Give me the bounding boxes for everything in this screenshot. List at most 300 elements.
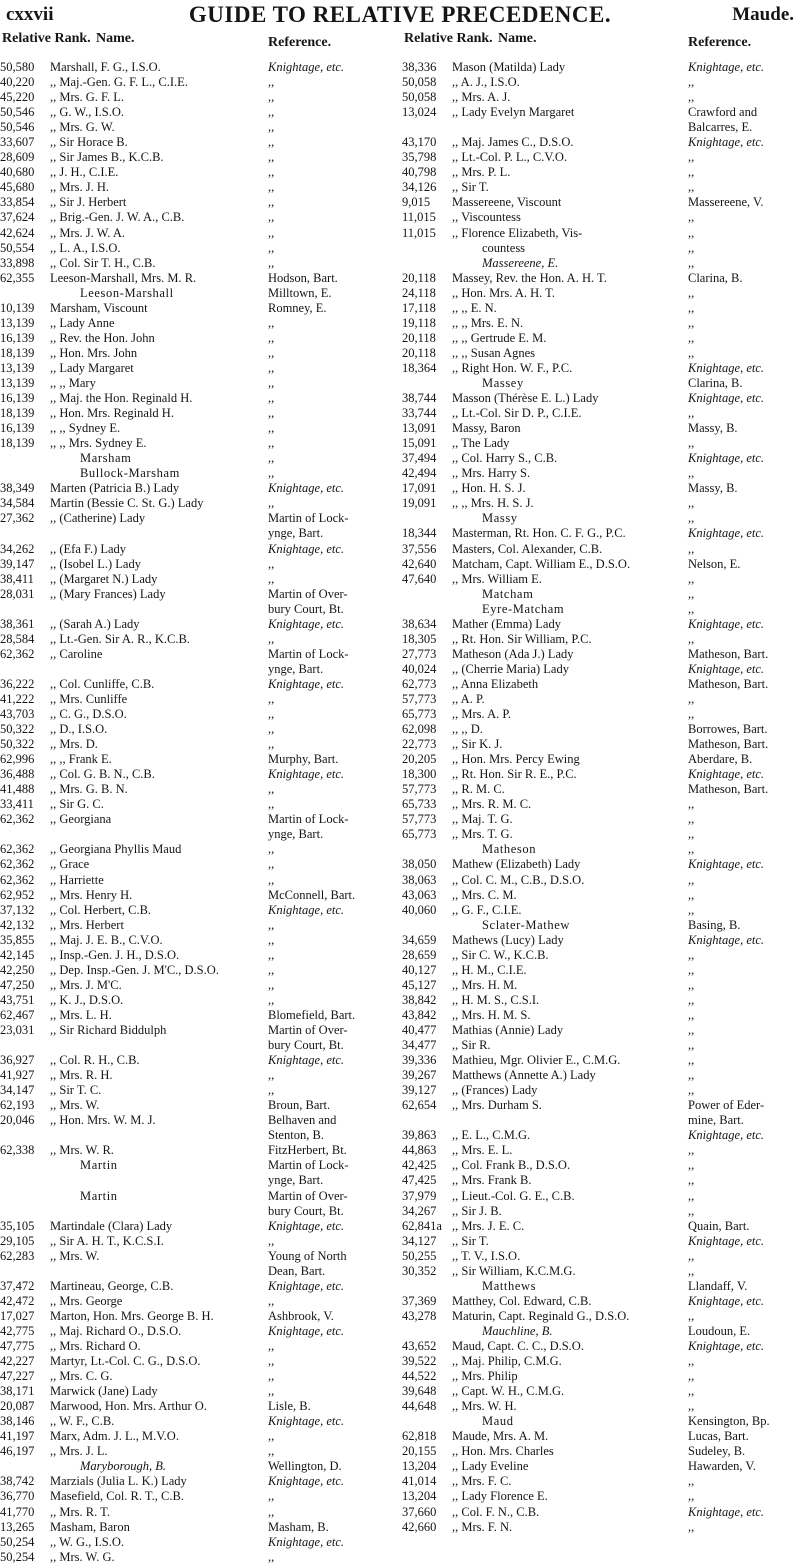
relative-rank: 43,063 <box>402 887 437 902</box>
entry-row <box>402 1143 800 1158</box>
relative-rank: 13,265 <box>0 1519 35 1534</box>
reference: Masham, B. <box>268 1519 329 1534</box>
relative-rank: 41,222 <box>0 691 35 706</box>
relative-rank: 45,680 <box>0 180 35 195</box>
entry-row <box>0 842 392 857</box>
entry-row <box>402 933 800 948</box>
reference: ,, <box>688 947 695 962</box>
reference: Matheson, Bart. <box>688 646 769 661</box>
relative-rank: 34,584 <box>0 496 35 511</box>
relative-rank: 17,091 <box>402 481 437 496</box>
relative-rank: 13,024 <box>402 105 437 120</box>
relative-rank: 43,842 <box>402 1007 437 1022</box>
relative-rank: 18,344 <box>402 526 437 541</box>
entry-name: ,, Mrs. A. P. <box>452 707 512 722</box>
entry-name: Martyr, Lt.-Col. C. G., D.S.O. <box>50 1354 201 1369</box>
entry-name: ,, K. J., D.S.O. <box>50 992 124 1007</box>
reference: Martin of Over- <box>268 586 348 601</box>
entry-name: ,, Lt.-Col. P. L., C.V.O. <box>452 150 568 165</box>
entry-name: Marsham <box>80 451 132 466</box>
entry-name: ,, ,, E. N. <box>452 300 497 315</box>
entry-name: ,, Sir J. Herbert <box>50 195 127 210</box>
relative-rank: 65,773 <box>402 827 437 842</box>
reference: Knightage, etc. <box>688 451 765 466</box>
entry-row <box>0 903 392 918</box>
entry-row <box>402 1023 800 1038</box>
reference: ,, <box>688 406 695 421</box>
reference: ,, <box>268 1549 275 1564</box>
entry-row <box>402 1264 800 1279</box>
entry-name: ,, (Cherrie Maria) Lady <box>452 661 569 676</box>
reference: ,, <box>268 917 275 932</box>
entry-name: ,, Mrs. J. H. <box>50 180 110 195</box>
entry-row <box>402 90 800 105</box>
reference: Murphy, Bart. <box>268 752 339 767</box>
reference: ,, <box>688 1143 695 1158</box>
entry-row <box>0 180 392 195</box>
entry-row <box>0 1038 392 1053</box>
reference: ,, <box>688 225 695 240</box>
relative-rank: 20,205 <box>402 752 437 767</box>
reference: ,, <box>268 1369 275 1384</box>
relative-rank: 42,494 <box>402 466 437 481</box>
reference: ,, <box>688 1083 695 1098</box>
entry-row <box>402 1459 800 1474</box>
entry-name: Massy <box>482 511 518 526</box>
entry-row <box>0 1008 392 1023</box>
entry-row <box>0 1113 392 1128</box>
reference: ,, <box>688 601 695 616</box>
entry-name: Eyre-Matcham <box>482 601 565 616</box>
relative-rank: 37,472 <box>0 1278 35 1293</box>
entry-row <box>402 1444 800 1459</box>
relative-rank: 33,854 <box>0 195 35 210</box>
entry-name: ,, Capt. W. H., C.M.G. <box>452 1384 565 1399</box>
entry-row <box>402 376 800 391</box>
reference: bury Court, Bt. <box>268 1203 344 1218</box>
entry-row <box>0 1309 392 1324</box>
entry-name: ,, Mrs. L. H. <box>50 1007 112 1022</box>
entry-row <box>0 60 392 75</box>
entry-name: ,, Mrs. F. N. <box>452 1519 513 1534</box>
reference: ,, <box>268 722 275 737</box>
reference: ,, <box>688 180 695 195</box>
page-number: cxxvii <box>6 4 54 25</box>
entry-row <box>402 1234 800 1249</box>
relative-rank: 43,170 <box>402 135 437 150</box>
relative-rank: 13,139 <box>0 375 35 390</box>
reference: bury Court, Bt. <box>268 1038 344 1053</box>
entry-name: Bullock-Marsham <box>80 466 180 481</box>
reference: ,, <box>688 466 695 481</box>
reference: ,, <box>268 1384 275 1399</box>
reference: Martin of Lock- <box>268 812 349 827</box>
entry-name: Matheson <box>482 842 537 857</box>
relative-rank: 34,127 <box>402 1233 437 1248</box>
reference: ,, <box>688 872 695 887</box>
reference: ,, <box>688 586 695 601</box>
entry-row <box>402 752 800 767</box>
reference: ,, <box>688 902 695 917</box>
relative-rank: 34,267 <box>402 1203 437 1218</box>
entry-name: Massereene, E. <box>482 255 559 270</box>
entry-name: ,, Hon. H. S. J. <box>452 481 526 496</box>
entry-row <box>0 1429 392 1444</box>
relative-rank: 50,546 <box>0 120 35 135</box>
entry-row <box>402 1083 800 1098</box>
relative-rank: 44,648 <box>402 1399 437 1414</box>
entry-name: ,, Maj. Richard O., D.S.O. <box>50 1323 182 1338</box>
relative-rank: 28,031 <box>0 586 35 601</box>
relative-rank: 20,118 <box>402 330 436 345</box>
reference: ,, <box>688 812 695 827</box>
entry-name: Martin (Bessie C. St. G.) Lady <box>50 496 204 511</box>
entry-row <box>402 602 800 617</box>
entry-name: ,, Mrs. J. W. A. <box>50 225 126 240</box>
relative-rank: 39,127 <box>402 1083 437 1098</box>
reference: ,, <box>268 496 275 511</box>
entry-row <box>402 135 800 150</box>
entry-name: ,, Mrs. G. F. L. <box>50 90 125 105</box>
entry-row <box>0 1550 392 1565</box>
reference: Stenton, B. <box>268 1128 324 1143</box>
entry-name: Martin <box>80 1188 118 1203</box>
entry-name: ,, Mrs. W. H. <box>452 1399 517 1414</box>
relative-rank: 38,349 <box>0 481 35 496</box>
reference: Loudoun, E. <box>688 1323 751 1338</box>
reference: ,, <box>688 345 695 360</box>
reference: ,, <box>688 1263 695 1278</box>
reference: Nelson, E. <box>688 556 741 571</box>
relative-rank: 20,118 <box>402 345 436 360</box>
relative-rank: 45,127 <box>402 977 437 992</box>
reference: ,, <box>268 421 275 436</box>
entry-row <box>402 918 800 933</box>
relative-rank: 62,467 <box>0 1007 35 1022</box>
entry-row <box>0 75 392 90</box>
relative-rank: 18,139 <box>0 345 35 360</box>
entry-name: Mather (Emma) Lady <box>452 616 561 631</box>
reference: ,, <box>268 1444 275 1459</box>
reference: ,, <box>688 842 695 857</box>
entry-row <box>402 120 800 135</box>
page-title: GUIDE TO RELATIVE PRECEDENCE. <box>188 2 612 27</box>
reference: Matheson, Bart. <box>688 737 769 752</box>
entry-row <box>402 1429 800 1444</box>
reference: Wellington, D. <box>268 1459 342 1474</box>
relative-rank: 17,118 <box>402 300 436 315</box>
reference: Power of Eder- <box>688 1098 765 1113</box>
entry-name: ,, Sir James B., K.C.B. <box>50 150 164 165</box>
relative-rank: 57,773 <box>402 782 437 797</box>
entry-row <box>0 602 392 617</box>
reference: ,, <box>268 315 275 330</box>
relative-rank: 42,425 <box>402 1158 437 1173</box>
relative-rank: 35,855 <box>0 932 35 947</box>
entry-row <box>0 632 392 647</box>
entry-name: ,, Mrs. A. J. <box>452 90 511 105</box>
entry-name: ,, Mrs. J. M'C. <box>50 977 122 992</box>
entry-name: ,, Mrs. Richard O. <box>50 1338 141 1353</box>
entry-row <box>402 873 800 888</box>
entry-name: ,, Mrs. J. E. C. <box>452 1218 525 1233</box>
relative-rank: 28,584 <box>0 631 35 646</box>
entry-name: ,, Mrs. T. G. <box>452 827 513 842</box>
entry-row <box>402 316 800 331</box>
relative-rank: 34,126 <box>402 180 437 195</box>
entry-name: ,, Hon. Mrs. A. H. T. <box>452 285 556 300</box>
reference: ,, <box>688 255 695 270</box>
entry-name: ,, Hon. Mrs. John <box>50 345 138 360</box>
entry-name: ,, Mrs. Durham S. <box>452 1098 542 1113</box>
rank-header: Relative Rank. <box>404 31 493 46</box>
entry-row <box>402 1414 800 1429</box>
entry-row <box>402 632 800 647</box>
reference: ,, <box>688 962 695 977</box>
reference: Knightage, etc. <box>268 1474 345 1489</box>
reference: ,, <box>688 150 695 165</box>
entry-name: ,, Sir C. W., K.C.B. <box>452 947 549 962</box>
reference: ,, <box>268 932 275 947</box>
entry-row <box>0 1444 392 1459</box>
entry-name: ,, Sir J. B. <box>452 1203 502 1218</box>
entry-row <box>0 1384 392 1399</box>
entry-row <box>0 617 392 632</box>
entry-row <box>0 557 392 572</box>
entry-row <box>0 1474 392 1489</box>
column-header <box>0 30 392 60</box>
entry-name: Mauchline, B. <box>482 1323 553 1338</box>
entry-name: Marten (Patricia B.) Lady <box>50 481 180 496</box>
reference: ,, <box>268 1338 275 1353</box>
entry-row <box>402 963 800 978</box>
entry-name: ,, ,, Mary <box>50 375 96 390</box>
relative-rank: 42,775 <box>0 1323 35 1338</box>
reference: Basing, B. <box>688 917 741 932</box>
entry-name: ,, R. M. C. <box>452 782 505 797</box>
entry-name: ,, (Sarah A.) Lady <box>50 616 140 631</box>
entry-row <box>0 918 392 933</box>
reference-header: Reference. <box>688 35 752 50</box>
entry-row <box>402 647 800 662</box>
entry-name: ,, Rev. the Hon. John <box>50 330 155 345</box>
relative-rank: 43,751 <box>0 992 35 1007</box>
entry-name: ,, Mrs. W. <box>50 1248 100 1263</box>
entry-row <box>402 1098 800 1113</box>
relative-rank: 62,283 <box>0 1248 35 1263</box>
relative-rank: 62,952 <box>0 887 35 902</box>
entry-row <box>402 1008 800 1023</box>
entry-name: ,, H. M. S., C.S.I. <box>452 992 540 1007</box>
reference: ,, <box>268 436 275 451</box>
entry-name: ,, Mrs. W. R. <box>50 1143 114 1158</box>
reference: Knightage, etc. <box>688 391 765 406</box>
reference: ,, <box>688 541 695 556</box>
relative-rank: 42,132 <box>0 917 35 932</box>
reference: Knightage, etc. <box>268 902 345 917</box>
entry-name: Sclater-Mathew <box>482 917 570 932</box>
reference: ,, <box>268 345 275 360</box>
reference: Martin of Lock- <box>268 511 349 526</box>
entry-row <box>402 75 800 90</box>
reference: ,, <box>268 240 275 255</box>
entry-name: ,, Anna Elizabeth <box>452 676 539 691</box>
entry-row <box>402 511 800 526</box>
entry-name: ,, Mrs. R. H. <box>50 1068 113 1083</box>
reference: Knightage, etc. <box>688 135 765 150</box>
entry-row <box>0 1279 392 1294</box>
relative-rank: 42,640 <box>402 556 437 571</box>
entry-row <box>402 105 800 120</box>
entry-name: ,, T. V., I.S.O. <box>452 1248 521 1263</box>
reference: ynge, Bart. <box>268 661 324 676</box>
relative-rank: 42,227 <box>0 1354 35 1369</box>
entry-row <box>0 286 392 301</box>
reference: Hawarden, V. <box>688 1459 756 1474</box>
entry-row <box>0 1414 392 1429</box>
reference: ,, <box>268 165 275 180</box>
entry-row <box>0 241 392 256</box>
relative-rank: 62,362 <box>0 842 35 857</box>
relative-rank: 50,058 <box>402 90 437 105</box>
reference: Martin of Over- <box>268 1188 348 1203</box>
relative-rank: 62,818 <box>402 1429 437 1444</box>
entry-name: Marx, Adm. J. L., M.V.O. <box>50 1429 179 1444</box>
reference: ,, <box>688 1203 695 1218</box>
entry-row <box>0 737 392 752</box>
relative-rank: 24,118 <box>402 285 436 300</box>
reference: Matheson, Bart. <box>688 782 769 797</box>
relative-rank: 47,425 <box>402 1173 437 1188</box>
reference: Knightage, etc. <box>688 661 765 676</box>
entry-row <box>402 1279 800 1294</box>
reference: ,, <box>688 1173 695 1188</box>
entry-row <box>0 1339 392 1354</box>
relative-rank: 39,863 <box>402 1128 437 1143</box>
relative-rank: 62,362 <box>0 812 35 827</box>
relative-rank: 50,322 <box>0 737 35 752</box>
reference: ,, <box>268 150 275 165</box>
relative-rank: 27,773 <box>402 646 437 661</box>
entry-row <box>402 1204 800 1219</box>
entry-name: ,, ,, Mrs. E. N. <box>452 315 524 330</box>
entry-name: ,, Rt. Hon. Sir William, P.C. <box>452 631 592 646</box>
relative-rank: 38,336 <box>402 60 437 74</box>
entry-name: Mathieu, Mgr. Olivier E., C.M.G. <box>452 1053 621 1068</box>
entry-name: ,, Col. F. N., C.B. <box>452 1504 540 1519</box>
entry-row <box>402 466 800 481</box>
relative-rank: 43,703 <box>0 707 35 722</box>
reference-header: Reference. <box>268 35 332 50</box>
reference: Knightage, etc. <box>688 1128 765 1143</box>
reference: Knightage, etc. <box>688 1504 765 1519</box>
entry-row <box>402 737 800 752</box>
entry-name: Matthews <box>482 1278 537 1293</box>
entry-row <box>0 526 392 541</box>
entry-row <box>0 150 392 165</box>
entry-row <box>0 256 392 271</box>
relative-rank: 47,250 <box>0 977 35 992</box>
entry-name: ,, ,, D. <box>452 722 483 737</box>
entry-row <box>402 451 800 466</box>
entry-row <box>0 948 392 963</box>
relative-rank: 33,607 <box>0 135 35 150</box>
entry-name: ,, (Isobel L.) Lady <box>50 556 141 571</box>
relative-rank: 33,898 <box>0 255 35 270</box>
entry-name: ,, Mrs. W. <box>50 1098 100 1113</box>
entry-row <box>0 752 392 767</box>
entry-row <box>402 180 800 195</box>
entry-name: ,, Maj.-Gen. G. F. L., C.I.E. <box>50 75 188 90</box>
reference: ,, <box>688 992 695 1007</box>
entry-row <box>0 1520 392 1535</box>
entry-row <box>0 391 392 406</box>
entry-row <box>0 1505 392 1520</box>
entry-row <box>402 677 800 692</box>
reference: Knightage, etc. <box>268 60 345 74</box>
reference: ,, <box>268 571 275 586</box>
relative-rank: 40,680 <box>0 165 35 180</box>
reference: ,, <box>688 977 695 992</box>
entry-name: ,, Mrs. G. B. N. <box>50 782 128 797</box>
relative-rank: 34,262 <box>0 541 35 556</box>
relative-rank: 38,063 <box>402 872 437 887</box>
relative-rank: 15,091 <box>402 436 437 451</box>
relative-rank: 16,139 <box>0 421 35 436</box>
entry-row <box>0 481 392 496</box>
relative-rank: 17,027 <box>0 1308 35 1323</box>
entry-name: ,, ,, Susan Agnes <box>452 345 535 360</box>
relative-rank: 46,197 <box>0 1444 35 1459</box>
entry-name: ,, ,, Sydney E. <box>50 421 121 436</box>
reference: bury Court, Bt. <box>268 601 344 616</box>
entry-name: ,, Right Hon. W. F., P.C. <box>452 360 573 375</box>
entry-name: ,, Grace <box>50 857 90 872</box>
right-column <box>402 30 800 1535</box>
relative-rank: 30,352 <box>402 1263 437 1278</box>
entry-name: ,, Maj. James C., D.S.O. <box>452 135 574 150</box>
entry-row <box>402 993 800 1008</box>
entry-name: ,, (Margaret N.) Lady <box>50 571 158 586</box>
entry-row <box>0 707 392 722</box>
reference: ,, <box>268 977 275 992</box>
entry-name: ,, Lady Margaret <box>50 360 134 375</box>
entry-row <box>0 1535 392 1550</box>
entry-row <box>402 542 800 557</box>
entry-row <box>402 1324 800 1339</box>
entry-row <box>402 812 800 827</box>
reference: ,, <box>268 842 275 857</box>
reference: Knightage, etc. <box>268 1278 345 1293</box>
reference: Quain, Bart. <box>688 1218 750 1233</box>
relative-rank: 36,927 <box>0 1053 35 1068</box>
reference: Knightage, etc. <box>268 481 345 496</box>
entry-row <box>0 165 392 180</box>
entry-row <box>402 722 800 737</box>
reference: ,, <box>268 962 275 977</box>
relative-rank: 50,255 <box>402 1248 437 1263</box>
reference: ,, <box>268 857 275 872</box>
relative-rank: 13,091 <box>402 421 437 436</box>
entry-row <box>0 782 392 797</box>
entry-row <box>0 1189 392 1204</box>
reference: Knightage, etc. <box>268 1414 345 1429</box>
entry-row <box>402 1294 800 1309</box>
entry-name: Matthews (Annette A.) Lady <box>452 1068 596 1083</box>
relative-rank: 36,222 <box>0 676 35 691</box>
entry-name: Martineau, George, C.B. <box>50 1278 174 1293</box>
entry-row <box>0 542 392 557</box>
